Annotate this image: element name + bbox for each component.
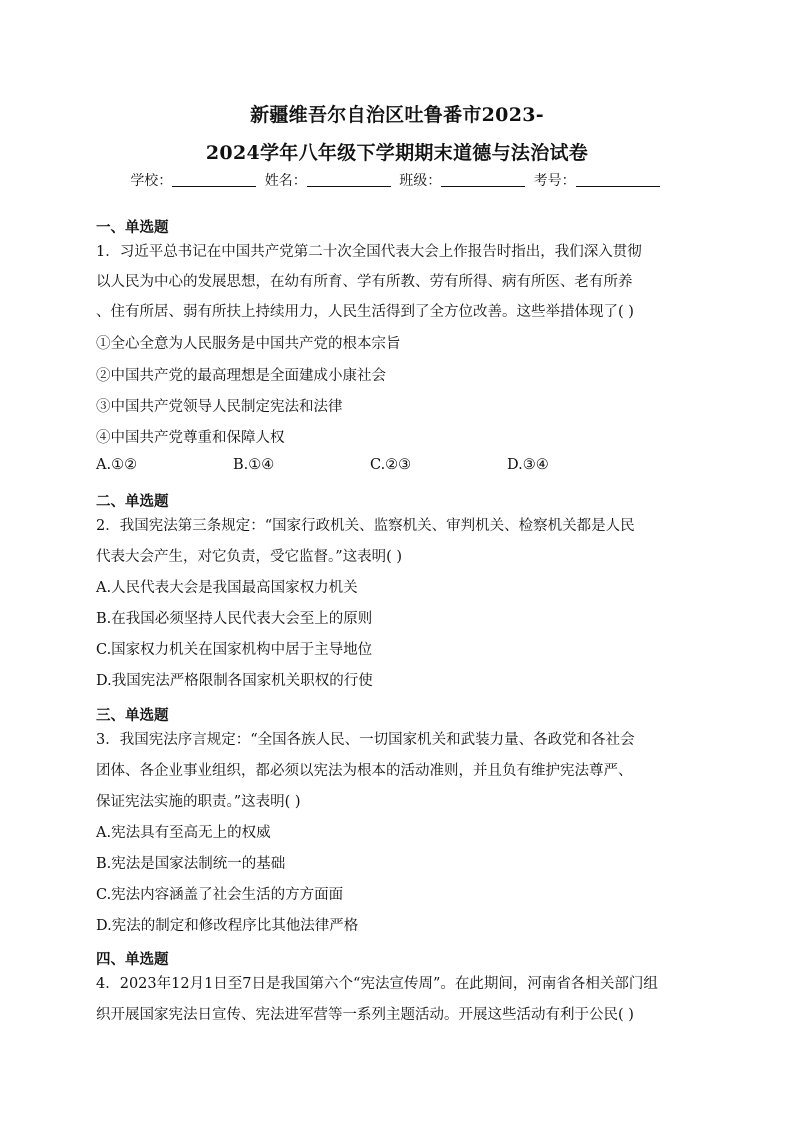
option-c[interactable]: C.②③	[370, 457, 412, 473]
option-c[interactable]: C.国家权力机关在国家机构中居于主导地位	[96, 642, 373, 658]
question-1-line: 、住有所居、弱有所扶上持续用力，人民生活得到了全方位改善。这些举措体现了( )	[96, 304, 634, 320]
question-1-statement: ②中国共产党的最高理想是全面建成小康社会	[96, 368, 386, 384]
question-1-line: 1．习近平总书记在中国共产党第二十次全国代表大会上作报告时指出，我们深入贯彻	[96, 244, 642, 260]
question-1-statement: ③中国共产党领导人民制定宪法和法律	[96, 399, 343, 415]
question-3-line: 保证宪法实施的职责。”这表明( )	[96, 794, 301, 810]
name-blank[interactable]	[307, 172, 391, 187]
option-c[interactable]: C.宪法内容涵盖了社会生活的方方面面	[96, 887, 344, 903]
question-3-line: 团体、各企业事业组织，都必须以宪法为根本的活动准则，并且负有维护宪法尊严、	[96, 763, 633, 779]
school-blank[interactable]	[172, 172, 256, 187]
student-info-row	[0, 170, 794, 190]
question-2-line: 代表大会产生，对它负责，受它监督。”这表明( )	[96, 549, 403, 565]
name-label: 姓名：	[264, 173, 307, 189]
question-4-line: 4．2023年12月1日至7日是我国第六个“宪法宣传周”。在此期间，河南省各相关部门组	[96, 976, 658, 992]
option-b[interactable]: B.①④	[233, 457, 275, 473]
question-1-options	[96, 457, 644, 473]
question-3-line: 3．我国宪法序言规定：“全国各族人民、一切国家机关和武装力量、各政党和各社会	[96, 732, 635, 748]
exam-number-blank[interactable]	[576, 172, 660, 187]
option-d[interactable]: D.我国宪法严格限制各国家机关职权的行使	[96, 673, 373, 689]
exam-title-line-1: 新疆维吾尔自治区吐鲁番市2023-	[250, 104, 544, 126]
option-d[interactable]: D.宪法的制定和修改程序比其他法律严格	[96, 918, 359, 934]
option-b[interactable]: B.在我国必须坚持人民代表大会至上的原则	[96, 611, 373, 627]
option-b[interactable]: B.宪法是国家法制统一的基础	[96, 856, 286, 872]
section-heading-1: 一、单选题	[96, 220, 169, 236]
exam-number-label: 考号：	[533, 173, 576, 189]
option-d[interactable]: D.③④	[507, 457, 549, 473]
section-heading-3: 三、单选题	[96, 708, 169, 724]
section-heading-4: 四、单选题	[96, 952, 169, 968]
option-a[interactable]: A.人民代表大会是我国最高国家权力机关	[96, 580, 358, 596]
option-a[interactable]: A.①②	[96, 457, 138, 473]
class-blank[interactable]	[441, 172, 525, 187]
class-label: 班级：	[399, 173, 442, 189]
question-1-statement: ④中国共产党尊重和保障人权	[96, 430, 285, 446]
question-4-line: 织开展国家宪法日宣传、宪法进军营等一系列主题活动。开展这些活动有利于公民( )	[96, 1007, 634, 1023]
exam-title-line-2: 2024学年八年级下学期期末道德与法治试卷	[205, 142, 589, 164]
question-1-statement: ①全心全意为人民服务是中国共产党的根本宗旨	[96, 336, 401, 352]
question-1-line: 以人民为中心的发展思想，在幼有所育、学有所教、劳有所得、病有所医、老有所养	[96, 274, 633, 290]
option-a[interactable]: A.宪法具有至高无上的权威	[96, 825, 271, 841]
section-heading-2: 二、单选题	[96, 494, 169, 510]
question-2-line: 2．我国宪法第三条规定：“国家行政机关、监察机关、审判机关、检察机关都是人民	[96, 518, 635, 534]
school-label: 学校：	[130, 173, 173, 189]
